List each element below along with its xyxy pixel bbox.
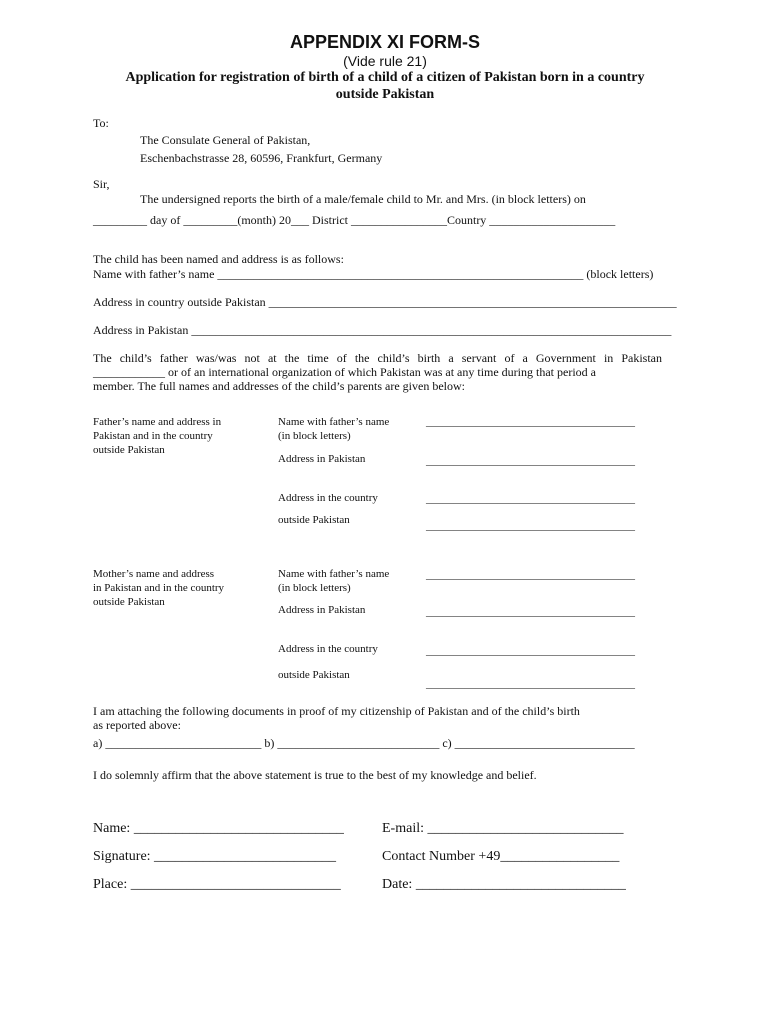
form-title: APPENDIX XI FORM-S [289, 32, 481, 52]
father-address-country-label-2: outside Pakistan [278, 514, 350, 526]
affirmation-text: I do solemnly affirm that the above statement is true to the best of my knowledge and belief. [93, 768, 537, 782]
email-field[interactable]: E-mail: ____________________________ [382, 821, 624, 836]
father-address-pakistan-label: Address in Pakistan [278, 453, 366, 465]
mother-section-label-2: in Pakistan and in the country [93, 582, 225, 594]
form-heading-line2: outside Pakistan [335, 87, 435, 102]
contact-number-field[interactable]: Contact Number +49_________________ [382, 849, 620, 864]
mother-name-hint: (in block letters) [278, 582, 351, 594]
birth-date-fields[interactable]: _________ day of _________(month) 20___ District ________________Country _____________________ [93, 213, 616, 227]
consulate-address: Eschenbachstrasse 28, 60596, Frankfurt, Germany [140, 151, 383, 165]
documents-fields[interactable]: a) __________________________ b) ___________________________ c) ______________________________ [93, 736, 635, 750]
father-section-label-3: outside Pakistan [93, 444, 165, 456]
mother-section-label: Mother’s name and address [93, 568, 215, 580]
mother-address-country-label: Address in the country [278, 643, 378, 655]
servant-text-line3: member. The full names and addresses of the child’s parents are given below: [93, 379, 465, 393]
form-subtitle: (Vide rule 21) [343, 53, 427, 69]
form-heading: Application for registration of birth of a child of a citizen of Pakistan born in a country [125, 70, 645, 85]
mother-address-country-field-2[interactable]: ______________________________________ [426, 678, 635, 690]
mother-address-pakistan-field[interactable]: ______________________________________ [426, 606, 635, 618]
documents-intro: I am attaching the following documents in proof of my citizenship of Pakistan and of the child’s birth [93, 704, 580, 718]
name-field[interactable]: Name: ______________________________ [93, 821, 344, 836]
father-name-label: Name with father’s name [278, 416, 390, 428]
servant-text-line2[interactable]: ____________ or of an international organization of which Pakistan was at any time during that period a [93, 365, 596, 379]
father-address-pakistan-field[interactable]: ______________________________________ [426, 455, 635, 467]
signature-field[interactable]: Signature: __________________________ [93, 849, 337, 864]
father-address-country-label: Address in the country [278, 492, 378, 504]
child-address-abroad-field[interactable]: Address in country outside Pakistan ____________________________________________________________________ [93, 295, 677, 309]
child-name-field[interactable]: Name with father’s name _____________________________________________________________ (block letters) [93, 267, 654, 281]
mother-address-country-label-2: outside Pakistan [278, 669, 350, 681]
documents-intro-2: as reported above: [93, 718, 181, 732]
father-address-country-field-2[interactable]: ______________________________________ [426, 520, 635, 532]
place-field[interactable]: Place: ______________________________ [93, 877, 341, 892]
mother-address-country-field[interactable]: ______________________________________ [426, 645, 635, 657]
mother-name-label: Name with father’s name [278, 568, 390, 580]
date-field[interactable]: Date: ______________________________ [382, 877, 626, 892]
salutation: Sir, [93, 177, 110, 191]
father-section-label-2: Pakistan and in the country [93, 430, 213, 442]
child-address-pakistan-field[interactable]: Address in Pakistan ________________________________________________________________________________ [93, 323, 672, 337]
child-intro: The child has been named and address is as follows: [93, 252, 344, 266]
father-name-hint: (in block letters) [278, 430, 351, 442]
father-address-country-field[interactable]: ______________________________________ [426, 493, 635, 505]
father-section-label: Father’s name and address in [93, 416, 222, 428]
mother-section-label-3: outside Pakistan [93, 596, 165, 608]
intro-text: The undersigned reports the birth of a male/female child to Mr. and Mrs. (in block letters) on [140, 192, 586, 206]
father-name-field[interactable]: ______________________________________ [426, 416, 635, 428]
servant-text-line1: The child’s father was/was not at the time of the child’s birth a servant of a Government in Pakistan [93, 351, 662, 365]
consulate-name: The Consulate General of Pakistan, [140, 133, 311, 147]
to-label: To: [93, 116, 109, 130]
mother-address-pakistan-label: Address in Pakistan [278, 604, 366, 616]
mother-name-field[interactable]: ______________________________________ [426, 569, 635, 581]
